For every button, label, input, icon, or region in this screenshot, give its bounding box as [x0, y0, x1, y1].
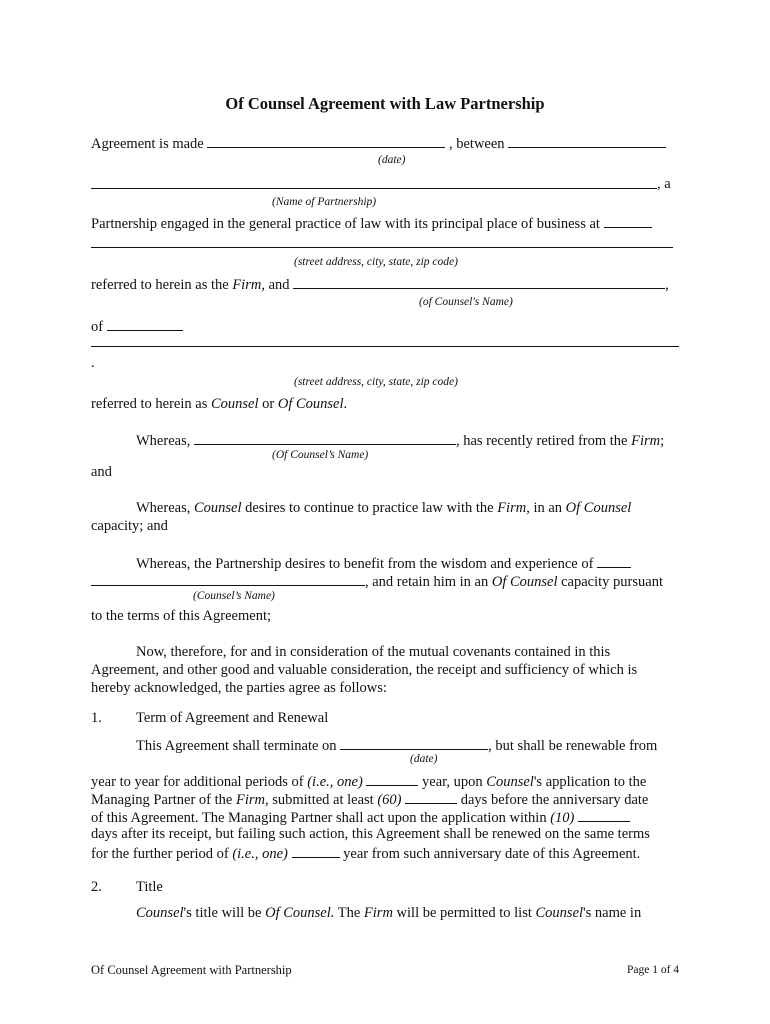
of-counsel-name-blank[interactable] [194, 430, 456, 445]
of-blank[interactable] [107, 316, 183, 331]
date-caption: (date) [378, 154, 406, 166]
firm-reference-line: referred to herein as the Firm, and , [91, 274, 669, 294]
document-title: Of Counsel Agreement with Law Partnership [225, 94, 545, 113]
address-caption-2: (street address, city, state, zip code) [294, 376, 458, 388]
counsel-name-caption: (of Counsel's Name) [419, 296, 513, 308]
further-period-blank[interactable] [292, 843, 340, 858]
whereas-2: Whereas, Counsel desires to continue to practice law with the Firm, in an Of Counsel [136, 500, 632, 516]
section-2-heading: Title [136, 879, 163, 895]
days-blank-2[interactable] [578, 807, 630, 822]
footer-title: Of Counsel Agreement with Partnership [91, 963, 292, 977]
whereas-3: Whereas, the Partnership desires to benefit from the wisdom and experience of [136, 553, 631, 573]
address-caption-1: (street address, city, state, zip code) [294, 256, 458, 268]
counsel-reference-line: referred to herein as Counsel or Of Counsel. [91, 396, 348, 412]
a-suffix: , a [657, 176, 671, 192]
and-word: and [91, 464, 112, 480]
agreement-made-line: Agreement is made , between [91, 133, 666, 153]
of-counsel-name-caption: (Of Counsel’s Name) [272, 449, 369, 461]
section-1-line-4: of this Agreement. The Managing Partner shall act upon the application within (10) [91, 807, 630, 827]
partnership-name-caption: (Name of Partnership) [272, 196, 377, 208]
section-2-line-1: Counsel's title will be Of Counsel. The Firm will be permitted to list Counsel's name in [136, 905, 642, 921]
now-therefore-line-3: hereby acknowledged, the parties agree as follows: [91, 680, 387, 696]
section-1-line-6: for the further period of (i.e., one) year from such anniversary date of this Agreement. [91, 843, 640, 863]
now-therefore-line-1: Now, therefore, for and in consideration of the mutual covenants contained in this [136, 644, 611, 660]
partnership-name-blank[interactable] [91, 188, 657, 189]
party-blank[interactable] [508, 133, 666, 148]
days-blank-1[interactable] [405, 789, 457, 804]
dot: . [91, 355, 95, 371]
period-blank[interactable] [366, 771, 418, 786]
whereas-1: Whereas, , has recently retired from the Firm; [136, 430, 664, 450]
experience-blank[interactable] [597, 553, 631, 568]
partnership-line: Partnership engaged in the general practice of law with its principal place of business at [91, 213, 652, 233]
termination-date-blank[interactable] [340, 735, 488, 750]
section-1-number: 1. [91, 710, 102, 726]
section-1-line-3: Managing Partner of the Firm, submitted at least (60) days before the anniversary date [91, 789, 648, 809]
section-1-line-1: This Agreement shall terminate on , but shall be renewable from [136, 735, 657, 755]
section-2-number: 2. [91, 879, 102, 895]
section-1-heading: Term of Agreement and Renewal [136, 710, 329, 726]
counsel-name-caption-2: (Counsel’s Name) [193, 590, 275, 602]
whereas-2-end: capacity; and [91, 518, 168, 534]
whereas-3-line2: , and retain him in an Of Counsel capacity pursuant [91, 571, 663, 591]
now-therefore-line-2: Agreement, and other good and valuable consideration, the receipt and sufficiency of which is [91, 662, 638, 678]
counsel-name-blank[interactable] [293, 274, 665, 289]
address-blank-2[interactable] [91, 346, 679, 347]
section-1-line-2: year to year for additional periods of (i.e., one) year, upon Counsel's application to the [91, 771, 646, 791]
section-1-line-5: days after its receipt, but failing such action, this Agreement shall be renewed on the same terms [91, 826, 650, 842]
of-line: of [91, 316, 183, 336]
date-blank[interactable] [207, 133, 445, 148]
business-place-blank[interactable] [604, 213, 652, 228]
termination-date-caption: (date) [410, 753, 438, 765]
whereas-3-end: to the terms of this Agreement; [91, 608, 272, 624]
counsel-name-blank-2[interactable] [91, 571, 365, 586]
address-blank-1[interactable] [91, 247, 673, 248]
page-number: Page 1 of 4 [627, 964, 680, 976]
